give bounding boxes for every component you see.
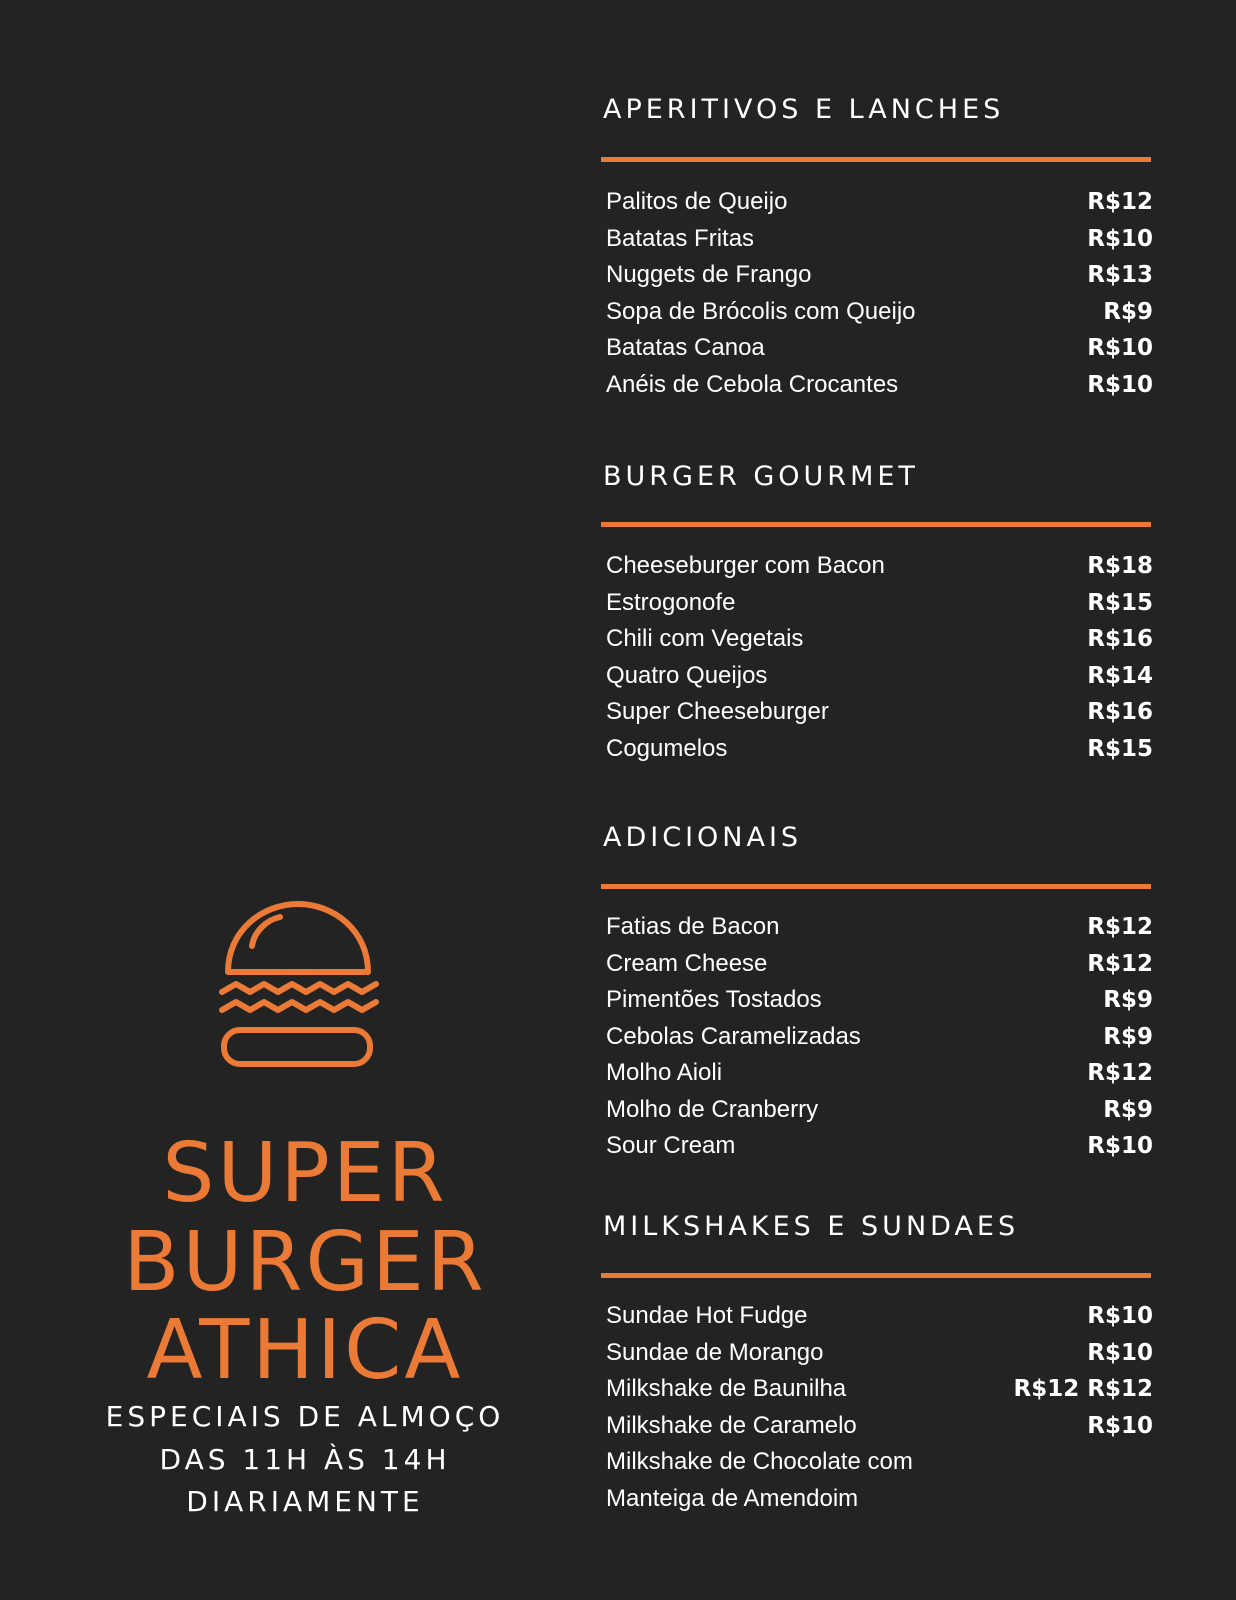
- list-item: [603, 1092, 1153, 1129]
- item-name: Fatias de Bacon: [606, 913, 780, 940]
- brand-name-line-1: SUPER: [162, 1126, 448, 1221]
- item-name: Milkshake de Caramelo: [606, 1411, 857, 1439]
- item-price: R$14: [1087, 662, 1153, 689]
- item-price: R$18: [1087, 553, 1153, 579]
- item-price: R$12: [1087, 950, 1153, 977]
- item-name: Cogumelos: [606, 734, 728, 762]
- item-name: Sundae de Morango: [606, 1338, 824, 1366]
- item-name: Anéis de Cebola Crocantes: [606, 370, 899, 398]
- item-price: R$10: [1087, 335, 1153, 361]
- item-name: Super Cheeseburger: [606, 698, 829, 725]
- list-item: [603, 184, 1153, 221]
- section-divider: [601, 884, 1151, 889]
- item-price: R$12 R$12: [1013, 1376, 1153, 1402]
- item-price: R$9: [1103, 298, 1153, 325]
- item-name: Palitos de Queijo: [606, 188, 788, 215]
- section-title: BURGER GOURMET: [603, 461, 919, 492]
- section-divider: [601, 1273, 1151, 1278]
- tagline-line-2: DAS 11H ÀS 14H: [159, 1443, 451, 1476]
- section-aperitivos: [603, 94, 1153, 398]
- list-item: [603, 367, 1153, 404]
- item-name: Cream Cheese: [606, 949, 768, 977]
- item-price: R$15: [1087, 735, 1153, 762]
- item-name: Chili com Vegetais: [606, 625, 804, 652]
- item-name: Molho Aioli: [606, 1059, 723, 1086]
- item-price: R$10: [1087, 1303, 1153, 1329]
- item-name: Cheeseburger com Bacon: [606, 552, 885, 579]
- section-burger-gourmet: [603, 461, 1153, 762]
- item-price: R$9: [1103, 1096, 1153, 1123]
- item-price: R$10: [1087, 225, 1153, 252]
- list-item: [603, 946, 1153, 983]
- item-price: R$16: [1087, 699, 1153, 725]
- section-milkshakes: [603, 1211, 1153, 1512]
- item-name: Sundae Hot Fudge: [606, 1302, 808, 1329]
- list-item: [603, 1298, 1153, 1335]
- item-name: Pimentões Tostados: [606, 986, 822, 1013]
- list-item: [603, 909, 1153, 946]
- item-price: R$10: [1087, 1412, 1153, 1439]
- list-item: [603, 548, 1153, 585]
- list-item: [603, 221, 1153, 258]
- list-item: [603, 257, 1153, 294]
- list-item: [603, 1019, 1153, 1056]
- item-price: R$9: [1103, 1023, 1153, 1050]
- item-name: Nuggets de Frango: [606, 261, 812, 288]
- list-item: [603, 1371, 1153, 1408]
- item-name: Estrogonofe: [606, 588, 736, 616]
- burger-icon: [218, 900, 394, 1070]
- item-price: R$12: [1087, 189, 1153, 215]
- item-price: R$12: [1087, 1060, 1153, 1086]
- item-name: Manteiga de Amendoim: [606, 1484, 859, 1512]
- list-item: [603, 1481, 1153, 1518]
- list-item: [603, 1055, 1153, 1092]
- list-item: [603, 1335, 1153, 1372]
- list-item: [603, 982, 1153, 1019]
- section-title: APERITIVOS E LANCHES: [603, 94, 1005, 125]
- list-item: [603, 731, 1153, 768]
- list-item: [603, 1444, 1153, 1481]
- list-item: [603, 694, 1153, 731]
- item-name: Batatas Canoa: [606, 334, 765, 361]
- list-item: [603, 621, 1153, 658]
- list-item: [603, 294, 1153, 331]
- item-name: Batatas Fritas: [606, 224, 755, 252]
- item-name: Milkshake de Baunilha: [606, 1375, 847, 1402]
- list-item: [603, 585, 1153, 622]
- list-item: [603, 330, 1153, 367]
- item-list: [603, 184, 1153, 403]
- item-list: [603, 548, 1153, 767]
- section-divider: [601, 522, 1151, 527]
- item-price: R$12: [1087, 914, 1153, 940]
- item-list: [603, 1298, 1153, 1517]
- list-item: [603, 658, 1153, 695]
- tagline-line-3: DIARIAMENTE: [186, 1485, 424, 1518]
- item-price: R$15: [1087, 589, 1153, 616]
- list-item: [603, 1408, 1153, 1445]
- item-name: Sopa de Brócolis com Queijo: [606, 297, 916, 325]
- item-price: R$16: [1087, 626, 1153, 652]
- item-name: Milkshake de Chocolate com: [606, 1448, 913, 1475]
- section-divider: [601, 157, 1151, 162]
- item-name: Sour Cream: [606, 1132, 736, 1159]
- item-price: R$10: [1087, 1133, 1153, 1159]
- item-name: Cebolas Caramelizadas: [606, 1022, 861, 1050]
- item-price: R$10: [1087, 371, 1153, 398]
- section-title: ADICIONAIS: [603, 822, 803, 853]
- tagline-line-1: ESPECIAIS DE ALMOÇO: [105, 1400, 505, 1433]
- item-price: R$10: [1087, 1339, 1153, 1366]
- item-price: R$9: [1103, 987, 1153, 1013]
- item-price: R$13: [1087, 262, 1153, 288]
- list-item: [603, 1128, 1153, 1165]
- item-list: [603, 909, 1153, 1165]
- item-name: Quatro Queijos: [606, 661, 768, 689]
- section-adicionais: [603, 822, 1153, 1159]
- brand-name-line-2: BURGER: [123, 1215, 487, 1310]
- item-name: Molho de Cranberry: [606, 1095, 819, 1123]
- brand-name-line-3: ATHICA: [146, 1303, 464, 1398]
- section-title: MILKSHAKES E SUNDAES: [603, 1211, 1020, 1242]
